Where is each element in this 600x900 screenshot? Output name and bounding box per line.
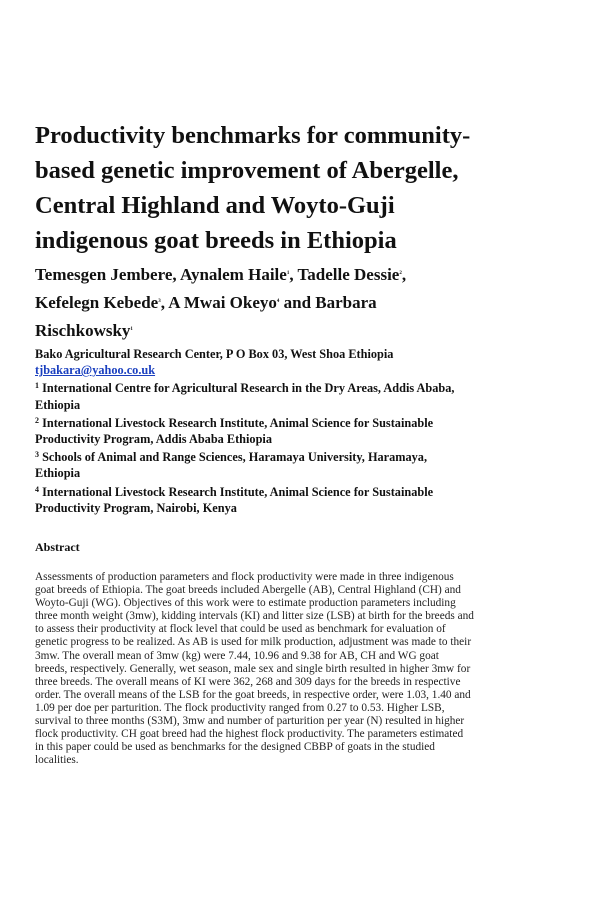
affiliation-item <box>35 482 570 516</box>
title-line: Central Highland and Woyto-Guji <box>35 192 395 219</box>
abstract-body <box>35 571 575 767</box>
affiliation-text: International Livestock Research Institute, Animal Science for Sustainable <box>39 415 434 430</box>
abstract-line: localities. <box>35 754 79 767</box>
abstract-line: to assess their productivity at flock level that could be used as benchmark for evaluation of <box>35 623 446 636</box>
abstract-line: survival to three months (S3M), 3mw and number of parturition per year (N) resulted in higher <box>35 715 465 728</box>
affiliation-number: 4 <box>35 484 39 494</box>
abstract-line: Assessments of production parameters and flock productivity were made in three indigenous <box>35 571 454 583</box>
title-line: based genetic improvement of Abergelle, <box>35 157 459 184</box>
affiliation-text: Schools of Animal and Range Sciences, Haramaya University, Haramaya, <box>39 450 428 465</box>
author-name: Temesgen Jembere, Aynalem Haile <box>35 265 287 284</box>
affiliation-text: International Centre for Agricultural Research in the Dry Areas, Addis Ababa, <box>39 381 455 396</box>
abstract-line: flock productivity. CH goat breed had the highest flock productivity. The parameters estimated <box>35 728 464 741</box>
affiliation-text: Ethiopia <box>35 397 81 412</box>
affiliation-number: 1 <box>35 381 39 391</box>
abstract-line: order. The overall means of the LSB for the goat breeds, in respective order, were 1.03, 1.40 and <box>35 688 471 701</box>
affiliation-item <box>35 413 570 447</box>
affiliation-text: Productivity Program, Addis Ababa Ethiopia <box>35 432 272 447</box>
author-list <box>35 260 565 344</box>
affiliation-number: 3 <box>35 450 39 460</box>
abstract-line: in this paper could be used as benchmarks for the designed CBBP of goats in the studied <box>35 741 435 754</box>
email-link[interactable]: tjbakara@yahoo.co.uk <box>35 363 156 378</box>
author-name: and Barbara <box>279 293 377 312</box>
affiliation-item <box>35 447 570 481</box>
affiliation-text: International Livestock Research Institute, Animal Science for Sustainable <box>39 484 434 499</box>
affiliation-number: 2 <box>35 415 39 425</box>
author-name: , Tadelle Dessie <box>289 265 400 284</box>
affiliation-item <box>35 378 570 412</box>
affiliation-marker: 1 <box>130 327 133 332</box>
affiliation-marker: 4 <box>276 299 280 304</box>
abstract-line: three breeds. The overall means of KI were 362, 268 and 309 days for the breeds in respective <box>35 675 461 688</box>
affiliations <box>35 346 570 516</box>
abstract-line: breeds, respectively. Generally, wet season, male sex and single birth resulted in higher 3mw for <box>35 662 471 675</box>
title-line: indigenous goat breeds in Ethiopia <box>35 227 397 254</box>
affiliation-text: Productivity Program, Nairobi, Kenya <box>35 500 237 515</box>
abstract-line: Woyto-Guji (WG). Objectives of this work were to estimate production parameters including <box>35 597 456 610</box>
abstract-heading: Abstract <box>35 540 80 554</box>
affiliation-text: Ethiopia <box>35 466 81 481</box>
affiliation-marker: 2 <box>399 271 402 276</box>
author-name: Rischkowsky <box>35 321 131 340</box>
paper-title <box>35 118 565 258</box>
abstract-line: 1.09 per doe per parturition. The flock productivity ranged from 0.27 to 0.53. Higher LSB, <box>35 701 445 714</box>
abstract-line: three month weight (3mw), kidding intervals (KI) and litter size (LSB) at birth for the breeds and <box>35 610 474 623</box>
abstract-line: genetic progress to be realized. As AB is used for milk production, adjustment was made to their <box>35 636 472 649</box>
affiliation-marker: 3 <box>158 299 161 304</box>
title-line: Productivity benchmarks for community- <box>35 122 471 149</box>
affiliation-marker: 1 <box>286 271 290 276</box>
author-name: Kefelegn Kebede <box>35 293 159 312</box>
main-affiliation: Bako Agricultural Research Center, P O Box 03, West Shoa Ethiopia <box>35 347 394 361</box>
author-name: , A Mwai Okeyo <box>160 293 277 312</box>
abstract-line: 3mw. The overall mean of 3mw (kg) were 7.44, 10.96 and 9.38 for AB, CH and WG goat <box>35 649 439 662</box>
author-separator: , <box>401 265 407 284</box>
abstract-line: goat breeds of Ethiopia. The goat breeds included Abergelle (AB), Central Highland (CH) and <box>35 584 461 597</box>
